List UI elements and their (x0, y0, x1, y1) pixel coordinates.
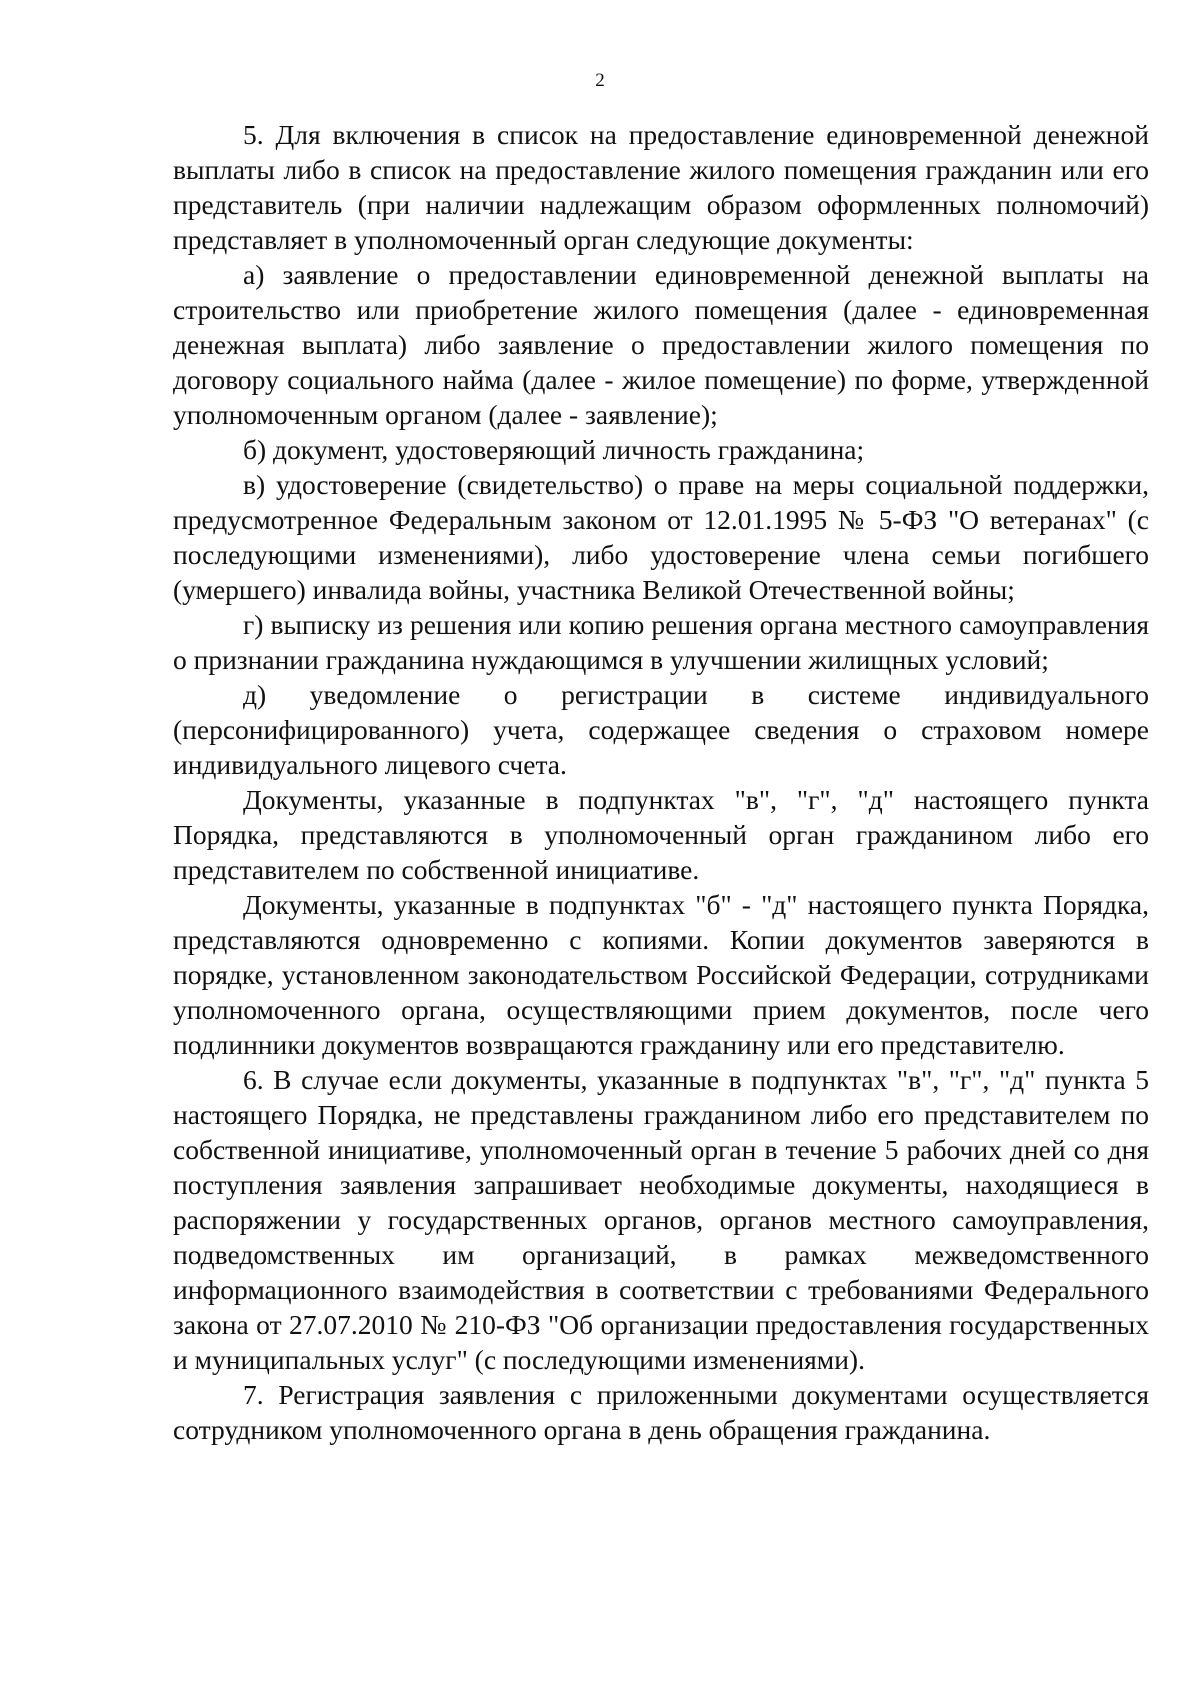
paragraph-item-6: 6. В случае если документы, указанные в подпунктах "в", "г", "д" пункта 5 настоящего Порядка, не представлены гражданином либо его представителем по собственной инициативе, уполномоченный орган в течение 5 рабочих дней со дня поступления заявления запрашивает необходимые документы, находящиеся в распоряжении у государственных органов, органов местного самоуправления, подведомственных им организаций, в рамках межведомственного информационного взаимодействия в соответствии с требованиями Федерального закона от 27.07.2010 № 210-ФЗ "Об организации предоставления государственных и муниципальных услуг" (с последующими изменениями). (173, 1064, 1149, 1375)
paragraph-subitem-d: д) уведомление о регистрации в системе индивидуального (персонифицированного) учета, содержащее сведения о страховом номере индивидуального лицевого счета. (173, 679, 1149, 780)
paragraph-documents-own-initiative: Документы, указанные в подпунктах "в", "г", "д" настоящего пункта Порядка, представляются в уполномоченный орган гражданином либо его представителем по собственной инициативе. (173, 784, 1149, 885)
document-body (173, 117, 1149, 1447)
paragraph-subitem-a: а) заявление о предоставлении единовременной денежной выплаты на строительство или приобретение жилого помещения (далее - единовременная денежная выплата) либо заявление о предоставлении жилого помещения по договору социального найма (далее - жилое помещение) по форме, утвержденной уполномоченным органом (далее - заявление); (173, 259, 1149, 430)
paragraph-subitem-b: б) документ, удостоверяющий личность гражданина; (243, 434, 865, 465)
paragraph-subitem-v: в) удостоверение (свидетельство) о праве на меры социальной поддержки, предусмотренное Федеральным законом от 12.01.1995 № 5-ФЗ "О ветеранах" (с последующими изменениями), либо удостоверение члена семьи погибшего (умершего) инвалида войны, участника Великой Отечественной войны; (173, 469, 1149, 605)
paragraph-subitem-g: г) выписку из решения или копию решения органа местного самоуправления о признании гражданина нуждающимся в улучшении жилищных условий; (173, 609, 1149, 675)
paragraph-documents-copies: Документы, указанные в подпунктах "б" - "д" настоящего пункта Порядка, представляются одновременно с копиями. Копии документов заверяются в порядке, установленном законодательством Российской Федерации, сотрудниками уполномоченного органа, осуществляющими прием документов, после чего подлинники документов возвращаются гражданину или его представителю. (173, 889, 1149, 1060)
paragraph-item-5-intro: 5. Для включения в список на предоставление единовременной денежной выплаты либо в список на предоставление жилого помещения гражданин или его представитель (при наличии надлежащим образом оформленных полномочий) представляет в уполномоченный орган следующие документы: (173, 119, 1149, 255)
page-number: 2 (595, 70, 605, 91)
paragraph-item-7: 7. Регистрация заявления с приложенными документами осуществляется сотрудником уполномоченного органа в день обращения гражданина. (173, 1379, 1149, 1445)
